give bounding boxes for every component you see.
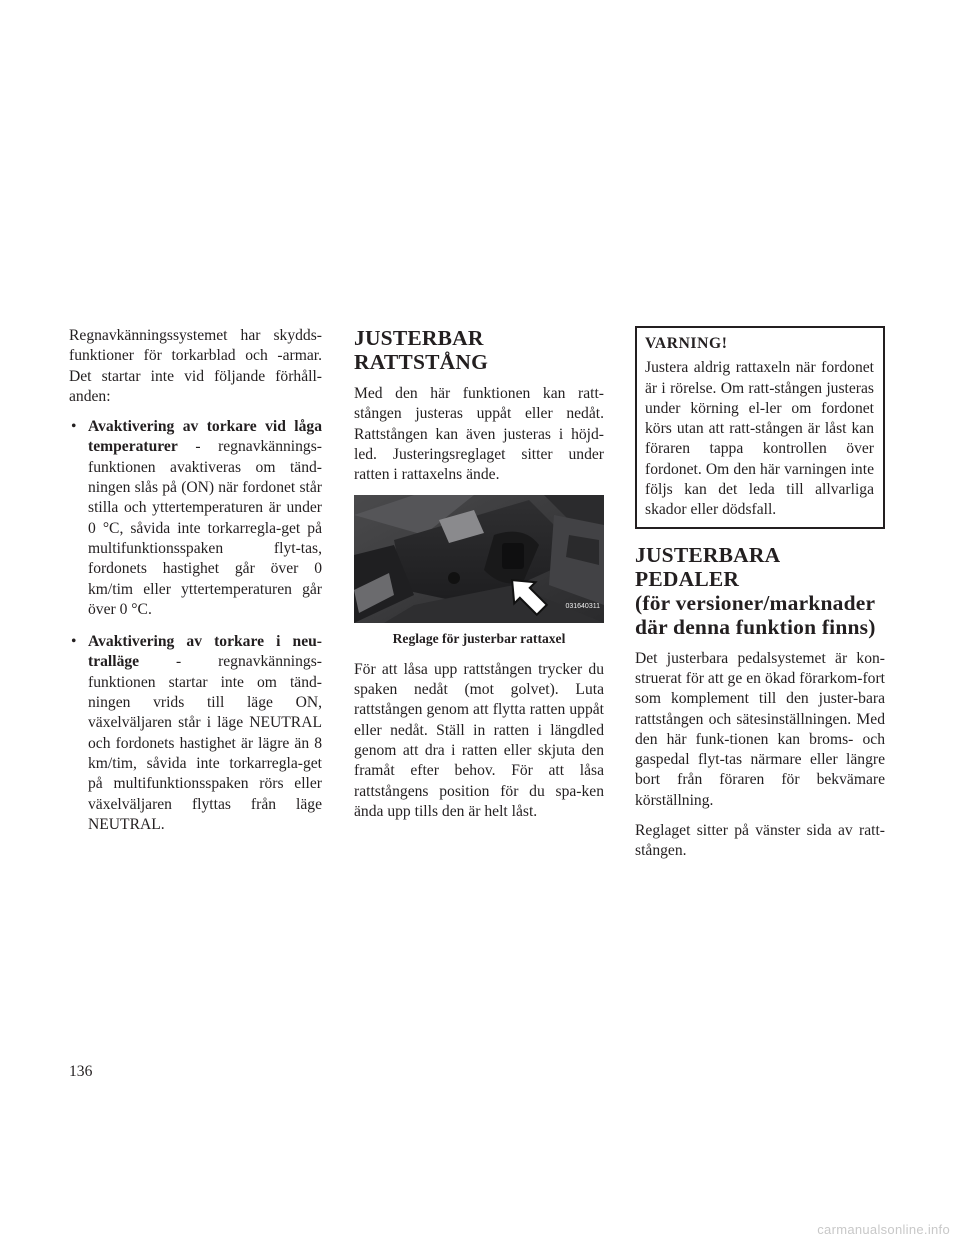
warning-title: VARNING! [645,335,728,352]
paragraph: För att låsa upp rattstången trycker du spaken nedåt (mot golvet). Luta rattstången genom att flytta ratten uppåt eller nedåt. Ställ in ratten i längdled genom att dra i ratten eller skjuta den framåt efter behov. För att låsa rattstångens position för du spa-ken ända upp tills den är helt låst. [354,660,604,820]
column-left [69,326,322,847]
bullet-icon: • [71,633,77,651]
warning-box [635,326,885,529]
figure-caption: Reglage för justerbar rattaxel [392,631,566,647]
intro-paragraph: Regnavkänningssystemet har skydds-funktioner för torkarblad och -armar. Det startar inte vid följande förhåll-anden: [69,327,322,405]
steering-column-photo [354,495,604,623]
bullet-text: - regnavkännings-funktionen startar inte om tänd-ningen vrids till läge ON, växelväljaren står i läge NEUTRAL och fordonets hastighet är lägre än 8 km/tim, såvida inte torkarregla-get på multifunktionsspaken rörs eller växelväljaren flyttas från läge NEUTRAL. [88,653,322,833]
heading-line: där denna funktion finns) [635,614,876,639]
figure-code: 031640311 [565,603,600,611]
section-heading: JUSTERBAR RATTSTÅNG [354,326,489,374]
bullet-title: Avaktivering av torkare i neu-tralläge [88,633,322,671]
bullet-icon: • [71,418,77,436]
paragraph: Reglaget sitter på vänster sida av ratt-stången. [635,822,885,860]
list-item [69,417,322,620]
bullet-title: Avaktivering av torkare vid låga temperaturer [88,418,322,456]
column-middle [354,326,604,832]
list-item [69,632,322,835]
bullet-list [69,417,322,835]
heading-line: JUSTERBARA PEDALER [635,542,780,591]
paragraph: Med den här funktionen kan ratt-stången justeras uppåt eller nedåt. Rattstången kan även justeras i höjd-led. Justeringsreglaget sitter under ratten i rattaxelns ände. [354,385,604,484]
watermark: carmanualsonline.info [817,1222,950,1237]
section-heading [635,543,885,639]
warning-text: Justera aldrig rattaxeln när fordonet är i rörelse. Om ratt-stången justeras under körning el-ler om fordonet körs utan att ratt-stången är låst kan föraren tappa kontrollen över fordonet. Om den här varningen inte följs kan det leda till allvarliga skador eller dödsfall. [645,359,874,519]
bullet-text: - regnavkännings-funktionen avaktiveras om tänd-ningen slås på (ON) när fordonet står stilla och yttertemperaturen är under 0 °C, såvida inte torkarregla-get på multifunktionsspaken flyt-tas, fordonets hastighet går över 0 km/tim eller yttertemperaturen går över 0 °C. [88,438,322,618]
heading-line: (för versioner/marknader [635,590,876,615]
paragraph: Det justerbara pedalsystemet är kon-struerat för att ge en ökad förarkom-fort som komplement till den juster-bara rattstången och sätesinställningen. Med den här funk-tionen kan broms- och gaspedal flyt-tas närmare eller längre bort från föraren för bekvämare körställning. [635,649,885,809]
page-number: 136 [69,1063,93,1080]
column-right [635,326,885,872]
